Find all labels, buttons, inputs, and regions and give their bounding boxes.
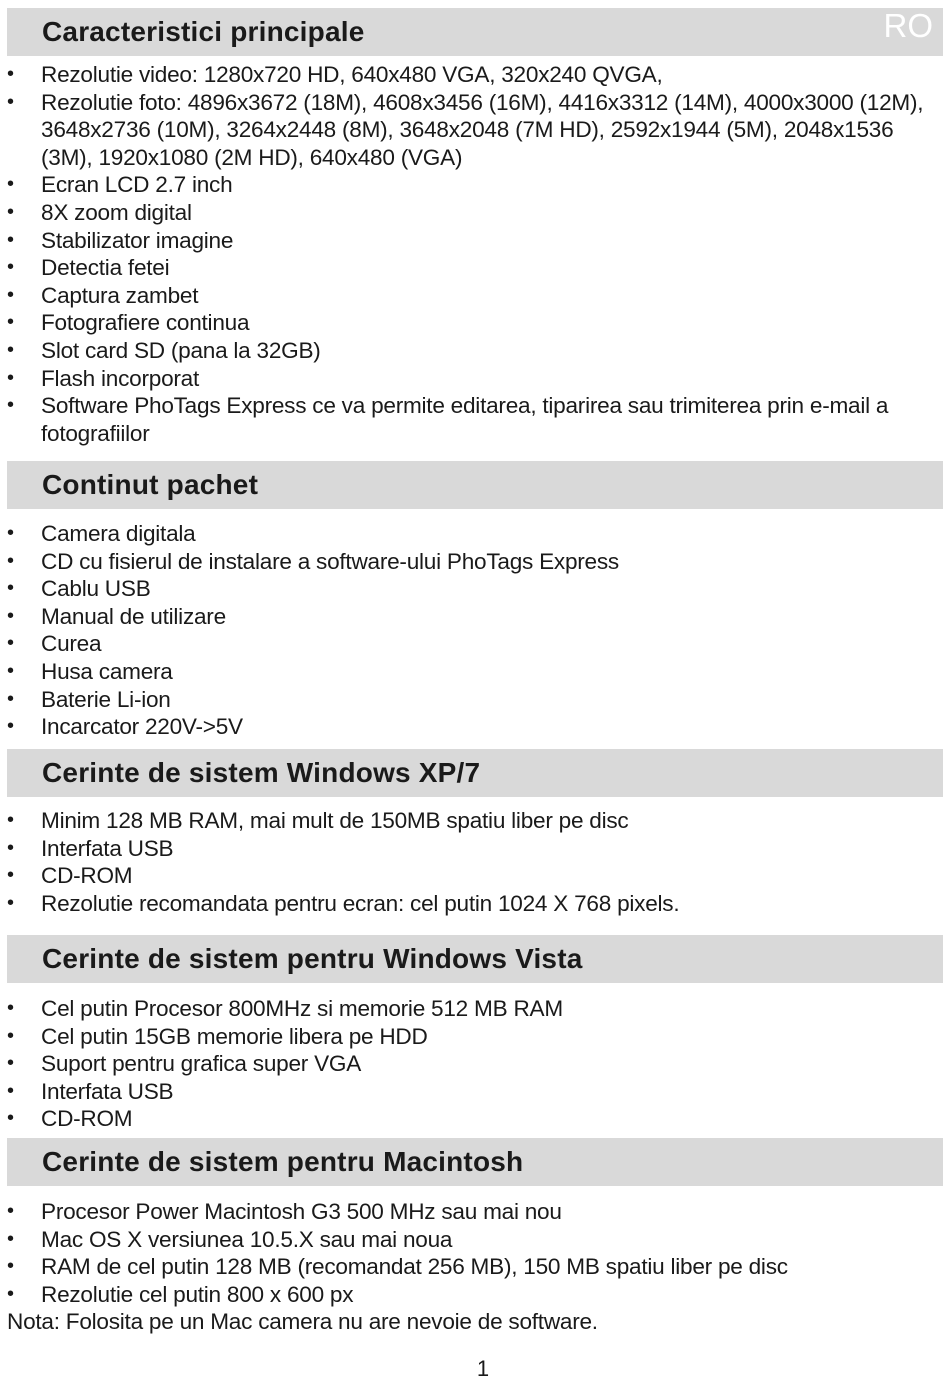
list-item: • Curea — [0, 630, 945, 658]
language-badge: RO — [883, 7, 933, 44]
list-item: • Cel putin 15GB memorie libera pe HDD — [0, 1023, 945, 1051]
list-item: • Rezolutie video: 1280x720 HD, 640x480 VGA, 320x240 QVGA, — [0, 61, 945, 89]
list-item: • 8X zoom digital — [0, 199, 945, 227]
list-item: • Software PhoTags Express ce va permite editarea, tiparirea sau trimiterea prin e-mail a fotografiilor — [0, 392, 945, 447]
list-item: • Stabilizator imagine — [0, 227, 945, 255]
list-item: • Incarcator 220V->5V — [0, 713, 945, 741]
list-item: • Fotografiere continua — [0, 309, 945, 337]
list-item: • Slot card SD (pana la 32GB) — [0, 337, 945, 365]
windows-xp7-list — [0, 807, 945, 917]
section-header-features — [7, 8, 943, 56]
package-list — [0, 520, 945, 741]
list-item: • Rezolutie recomandata pentru ecran: cel putin 1024 X 768 pixels. — [0, 890, 945, 918]
list-item: • Procesor Power Macintosh G3 500 MHz sau mai nou — [0, 1198, 945, 1226]
windows-vista-list — [0, 995, 945, 1133]
list-item: • CD-ROM — [0, 862, 945, 890]
list-item: • Detectia fetei — [0, 254, 945, 282]
section-title: Continut pachet — [42, 469, 259, 500]
page-number: 1 — [476, 1356, 490, 1381]
section-header-windows-vista — [7, 935, 943, 983]
list-item: • Camera digitala — [0, 520, 945, 548]
section-header-macintosh — [7, 1138, 943, 1186]
list-item: • Manual de utilizare — [0, 603, 945, 631]
section-header-windows-xp7 — [7, 749, 943, 797]
list-item: • Cel putin Procesor 800MHz si memorie 512 MB RAM — [0, 995, 945, 1023]
list-item: • Ecran LCD 2.7 inch — [0, 171, 945, 199]
features-list — [0, 61, 945, 447]
section-title: Cerinte de sistem pentru Macintosh — [42, 1146, 524, 1177]
section-title: Caracteristici principale — [42, 16, 365, 47]
list-item: • Minim 128 MB RAM, mai mult de 150MB spatiu liber pe disc — [0, 807, 945, 835]
list-item: • Rezolutie cel putin 800 x 600 px — [0, 1281, 945, 1309]
list-item: • Cablu USB — [0, 575, 945, 603]
list-item: • RAM de cel putin 128 MB (recomandat 256 MB), 150 MB spatiu liber pe disc — [0, 1253, 945, 1281]
list-item: • Captura zambet — [0, 282, 945, 310]
section-header-package — [7, 461, 943, 509]
macintosh-list — [0, 1198, 945, 1308]
list-item: • Flash incorporat — [0, 365, 945, 393]
list-item: • Interfata USB — [0, 1078, 945, 1106]
list-item: • Baterie Li-ion — [0, 686, 945, 714]
list-item: • Mac OS X versiunea 10.5.X sau mai noua — [0, 1226, 945, 1254]
list-item: • Interfata USB — [0, 835, 945, 863]
list-item: • Suport pentru grafica super VGA — [0, 1050, 945, 1078]
list-item: • CD cu fisierul de instalare a software-ului PhoTags Express — [0, 548, 945, 576]
list-item: • Rezolutie foto: 4896x3672 (18M), 4608x3456 (16M), 4416x3312 (14M), 4000x3000 (12M), 3648x2736 (10M), 3264x2448 (8M), 3648x2048 (7M HD), 2592x1944 (5M), 2048x1536 (3M), 1920x1080 (2M HD), 640x480 (VGA) — [0, 89, 945, 172]
list-item: • CD-ROM — [0, 1105, 945, 1133]
note-text: Nota: Folosita pe un Mac camera nu are nevoie de software. — [7, 1309, 598, 1334]
section-title: Cerinte de sistem Windows XP/7 — [42, 757, 481, 788]
list-item: • Husa camera — [0, 658, 945, 686]
section-title: Cerinte de sistem pentru Windows Vista — [42, 943, 583, 974]
